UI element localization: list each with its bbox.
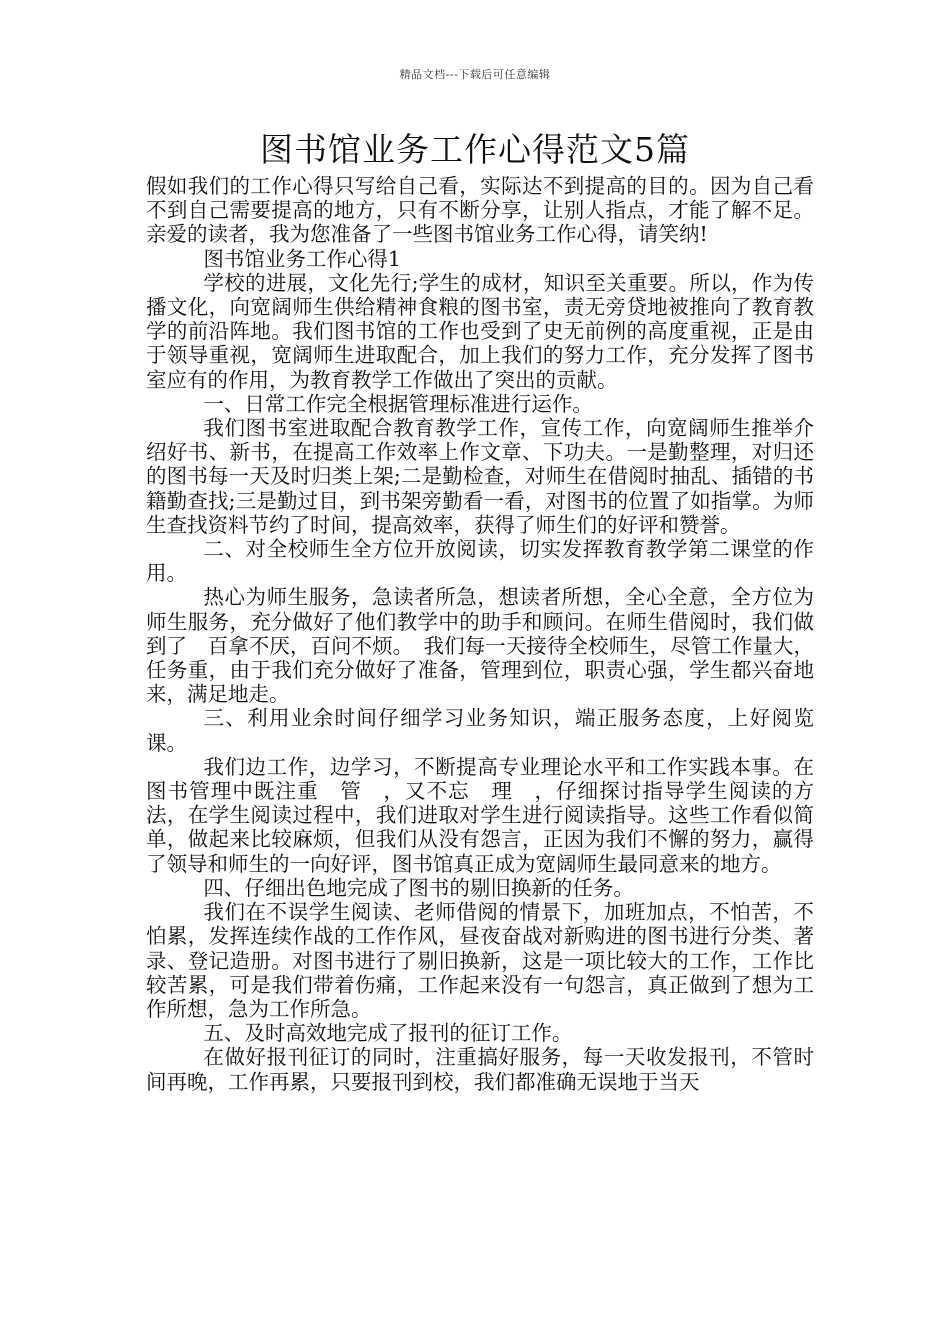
header-note: 精品文档---下载后可任意编辑: [399, 68, 551, 81]
item-heading-2: 二、对全校师生全方位开放阅读，切实发挥教育教学第二课堂的作用。: [146, 537, 814, 586]
body-paragraph: 热心为师生服务，急读者所急，想读者所想，全心全意，全方位为师生服务，充分做好了他们教学中的助手和顾问。在师生借阅时，我们做到了 百拿不厌，百问不烦。 我们每一天接待全校师生，尽管工作量大，任务重，由于我们充分做好了准备，管理到位，职责心强，学生都兴奋地来，满足地走。: [146, 585, 814, 707]
item-heading-1: 一、日常工作完全根据管理标准进行运作。: [203, 391, 593, 416]
body-paragraph: 我们在不误学生阅读、老师借阅的情景下，加班加点，不怕苦，不怕累，发挥连续作战的工作作风，昼夜奋战对新购进的图书进行分类、著录、登记造册。对图书进行了剔旧换新，这是一项比较大的工作，工作比较苦累，可是我们带着伤痛，工作起来没有一句怨言，真正做到了想为工作所想，急为工作所急。: [146, 900, 814, 1021]
body-paragraph: 学校的进展，文化先行;学生的成材，知识至关重要。所以，作为传播文化，向宽阔师生供给精神食粮的图书室，责无旁贷地被推向了教育教学的前沿阵地。我们图书馆的工作也受到了史无前例的高度重视，正是由于领导重视，宽阔师生进取配合，加上我们的努力工作，充分发挥了图书室应有的作用，为教育教学工作做出了突出的贡献。: [146, 270, 814, 392]
item-heading-5: 五、及时高效地完成了报刊的征订工作。: [203, 1021, 573, 1046]
body-paragraph: 我们图书室进取配合教育教学工作，宣传工作，向宽阔师生推举介绍好书、新书，在提高工作效率上作文章、下功夫。一是勤整理，对归还的图书每一天及时归类上架;二是勤检查，对师生在借阅时抽乱、插错的书籍勤查找;三是勤过目，到书架旁勤看一看，对图书的位置了如指掌。为师生查找资料节约了时间，提高效率，获得了师生们的好评和赞誉。: [146, 416, 814, 537]
section-heading-1: 图书馆业务工作心得1: [203, 246, 401, 271]
body-paragraph: 在做好报刊征订的同时，注重搞好服务，每一天收发报刊，不管时间再晚，工作再累，只要报刊到校，我们都准确无误地于当天: [146, 1045, 814, 1094]
document-body: [146, 174, 814, 1094]
document-title: 图书馆业务工作心得范文5篇: [260, 130, 690, 169]
item-heading-3: 三、利用业余时间仔细学习业务知识，端正服务态度，上好阅览课。: [146, 706, 814, 755]
item-heading-4: 四、仔细出色地完成了图书的剔旧换新的任务。: [203, 875, 634, 900]
body-paragraph: 我们边工作，边学习，不断提高专业理论水平和工作实践本事。在图书管理中既注重 管 ，又不忘 理 ，仔细探讨指导学生阅读的方法，在学生阅读过程中，我们进取对学生进行阅读指导。这些工作看似简单，做起来比较麻烦，但我们从没有怨言，正因为我们不懈的努力，赢得了领导和师生的一向好评，图书馆真正成为宽阔师生最同意来的地方。: [146, 754, 814, 876]
intro-paragraph: 假如我们的工作心得只写给自己看，实际达不到提高的目的。因为自己看不到自己需要提高的地方，只有不断分享，让别人指点，才能了解不足。亲爱的读者，我为您准备了一些图书馆业务工作心得，请笑纳!: [146, 174, 814, 247]
